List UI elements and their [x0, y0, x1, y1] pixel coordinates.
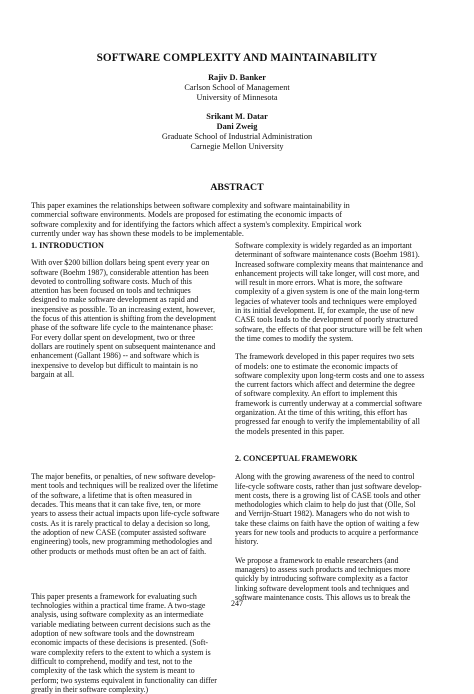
text-line: years to assess their actual impacts upon life-cycle software	[31, 509, 220, 519]
text-line: CASE tools leads to the development of poorly structured	[235, 315, 418, 325]
text-line: technologies within a practical time frame. A two-stage	[31, 601, 206, 611]
author-entry	[0, 73, 474, 103]
text-line: of software complexity. An effort to implement this	[235, 389, 398, 399]
right-column	[235, 241, 431, 602]
author-affiliation: University of Minnesota	[196, 93, 278, 102]
page-number: 247	[231, 599, 243, 608]
text-line: the current factors which affect and determine the degree	[235, 380, 415, 390]
author-name: Dani Zweig	[216, 122, 258, 131]
paragraph	[235, 472, 431, 546]
author-name: Srikant M. Datar	[206, 112, 268, 121]
text-line: complexity of a given system is one of the main long-term	[235, 287, 420, 297]
text-line: perform; two systems equivalent in functionality can differ	[31, 675, 217, 685]
text-line: methodologies which claim to help do just that (Olle, Sol	[235, 500, 416, 510]
text-line: This paper presents a framework for evaluating such	[31, 591, 197, 601]
text-line: devoted to controlling software costs. Much of this	[31, 276, 192, 286]
text-line: other products or methods must often be an act of faith.	[31, 546, 207, 556]
text-line: in its initial development. If, for example, the use of new	[235, 306, 415, 316]
text-line: adoption of new software tools and the downstream	[31, 629, 195, 639]
text-line: bargain at all.	[31, 369, 75, 379]
text-line: inexpensive to develop but difficult to maintain is no	[31, 360, 198, 370]
text-line: software complexity upon long-term costs and one to assess	[235, 370, 425, 380]
abstract-heading: ABSTRACT	[210, 182, 264, 193]
text-line: history.	[235, 537, 259, 547]
text-line: decades. This means that it can take five, ten, or more	[31, 500, 201, 510]
author-entry	[0, 112, 474, 152]
paragraph	[31, 258, 227, 379]
author-block	[0, 73, 474, 152]
text-line: Increased software complexity means that maintenance and	[235, 259, 423, 269]
text-line: The framework developed in this paper requires two sets	[235, 352, 415, 362]
text-line: the time comes to modify the system.	[235, 333, 354, 343]
text-line: complexity of the task which the system is meant to	[31, 666, 195, 676]
author-affiliation: Carnegie Mellon University	[190, 142, 284, 151]
author-affiliation: Carlson School of Management	[184, 83, 290, 92]
text-line: variable mediating between current decisions such as the	[31, 619, 211, 629]
text-line: of models: one to estimate the economic impacts of	[235, 361, 398, 371]
text-line: determinant of software maintenance costs (Boehm 1981).	[235, 250, 420, 260]
text-line: Along with the growing awareness of the need to control	[235, 472, 415, 482]
text-line: software (Boehm 1987), considerable attention has been	[31, 267, 209, 277]
text-line: costs. As it is rarely practical to delay a decision so long,	[31, 518, 211, 528]
paragraph	[235, 352, 431, 436]
section-heading-introduction: 1. INTRODUCTION	[31, 241, 104, 250]
text-line: years for new tools and products to acquire a performance	[235, 528, 419, 538]
text-line: commercial software environments. Models are proposed for estimating the economic impacts of	[31, 210, 343, 220]
text-line: software complexity and for identifying the factors which affect a system's complexity. Empirical work	[31, 219, 362, 229]
text-line: will result in more errors. What is more, the software	[235, 278, 403, 288]
paragraph	[235, 241, 431, 343]
text-line: of the software, a lifetime that is often measured in	[31, 490, 192, 500]
abstract-text	[31, 201, 443, 239]
text-line: progressed far enough to verify the implementability of all	[235, 417, 420, 427]
text-line: attention has been focused on tools and techniques	[31, 286, 191, 296]
left-column	[31, 241, 227, 694]
text-line: legacies of whatever tools and techniques were employed	[235, 296, 417, 306]
text-line: software maintenance costs. This allows us to break the	[235, 592, 411, 602]
text-line: linking software development tools and techniques and	[235, 583, 409, 593]
paragraph	[235, 556, 431, 602]
paragraph	[31, 472, 227, 556]
text-line: managers) to assess such products and techniques more	[235, 564, 411, 574]
text-line: the adoption of new CASE (computer assisted software	[31, 527, 207, 537]
text-line: designed to make software development as rapid and	[31, 295, 199, 305]
text-line: enhancement projects will take longer, will cost more, and	[235, 268, 420, 278]
paper-title: SOFTWARE COMPLEXITY AND MAINTAINABILITY	[96, 52, 378, 64]
text-line: phase of the software life cycle to the maintenance phase:	[31, 323, 214, 333]
text-line: dollars are routinely spent on subsequent maintenance and	[31, 341, 216, 351]
text-line: inexpensive as possible. To an increasing extent, however,	[31, 304, 215, 314]
text-line: The major benefits, or penalties, of new software develop-	[31, 472, 216, 482]
text-line: Software complexity is widely regarded as an important	[235, 241, 412, 250]
text-line: organization. At the time of this writing, this effort has	[235, 408, 408, 418]
text-line: analysis, using software complexity as an intermediate	[31, 610, 204, 620]
text-line: life-cycle software costs, rather than just software develop-	[235, 481, 422, 491]
text-line: framework is currently underway at a commercial software	[235, 398, 422, 408]
section-heading-conceptual-framework: 2. CONCEPTUAL FRAMEWORK	[235, 453, 358, 463]
text-line: This paper examines the relationships between software complexity and software maintainability in	[31, 201, 350, 210]
text-line: economic impacts of these decisions is presented. (Soft-	[31, 638, 209, 648]
text-line: We propose a framework to enable researchers (and	[235, 555, 399, 565]
text-line: engineering) tools, new programming methodologies and	[31, 537, 213, 547]
text-line: the models presented in this paper.	[235, 426, 345, 436]
text-line: currently under way has shown these models to be implementable.	[31, 229, 244, 239]
text-line: and Verrijn-Stuart 1982). Managers who do not wish to	[235, 509, 410, 519]
author-affiliation: Graduate School of Industrial Administration	[161, 132, 313, 141]
text-line: With over $200 billion dollars being spent every year on	[31, 258, 210, 268]
text-line: quickly by introducing software complexity as a factor	[235, 574, 408, 584]
text-line: take these claims on faith have the option of waiting a few	[235, 518, 420, 528]
text-line: ment tools and techniques will be realized over the lifetime	[31, 481, 218, 491]
text-line: ment costs, there is a growing list of CASE tools and other	[235, 490, 421, 500]
text-line: ware complexity refers to the extent to which a system is	[31, 647, 211, 657]
text-line: greatly in their software complexity.)	[31, 684, 149, 694]
text-line: software, the effects of that poor structure will be felt when	[235, 324, 423, 334]
text-line: the focus of this attention is shifting from the development	[31, 314, 217, 324]
text-line: difficult to comprehend, modify and test, not to the	[31, 656, 193, 666]
text-line: enhancement (Gallant 1986) -- and software which is	[31, 351, 200, 361]
author-name: Rajiv D. Banker	[208, 73, 266, 82]
text-line: For every dollar spent on development, two or three	[31, 332, 196, 342]
